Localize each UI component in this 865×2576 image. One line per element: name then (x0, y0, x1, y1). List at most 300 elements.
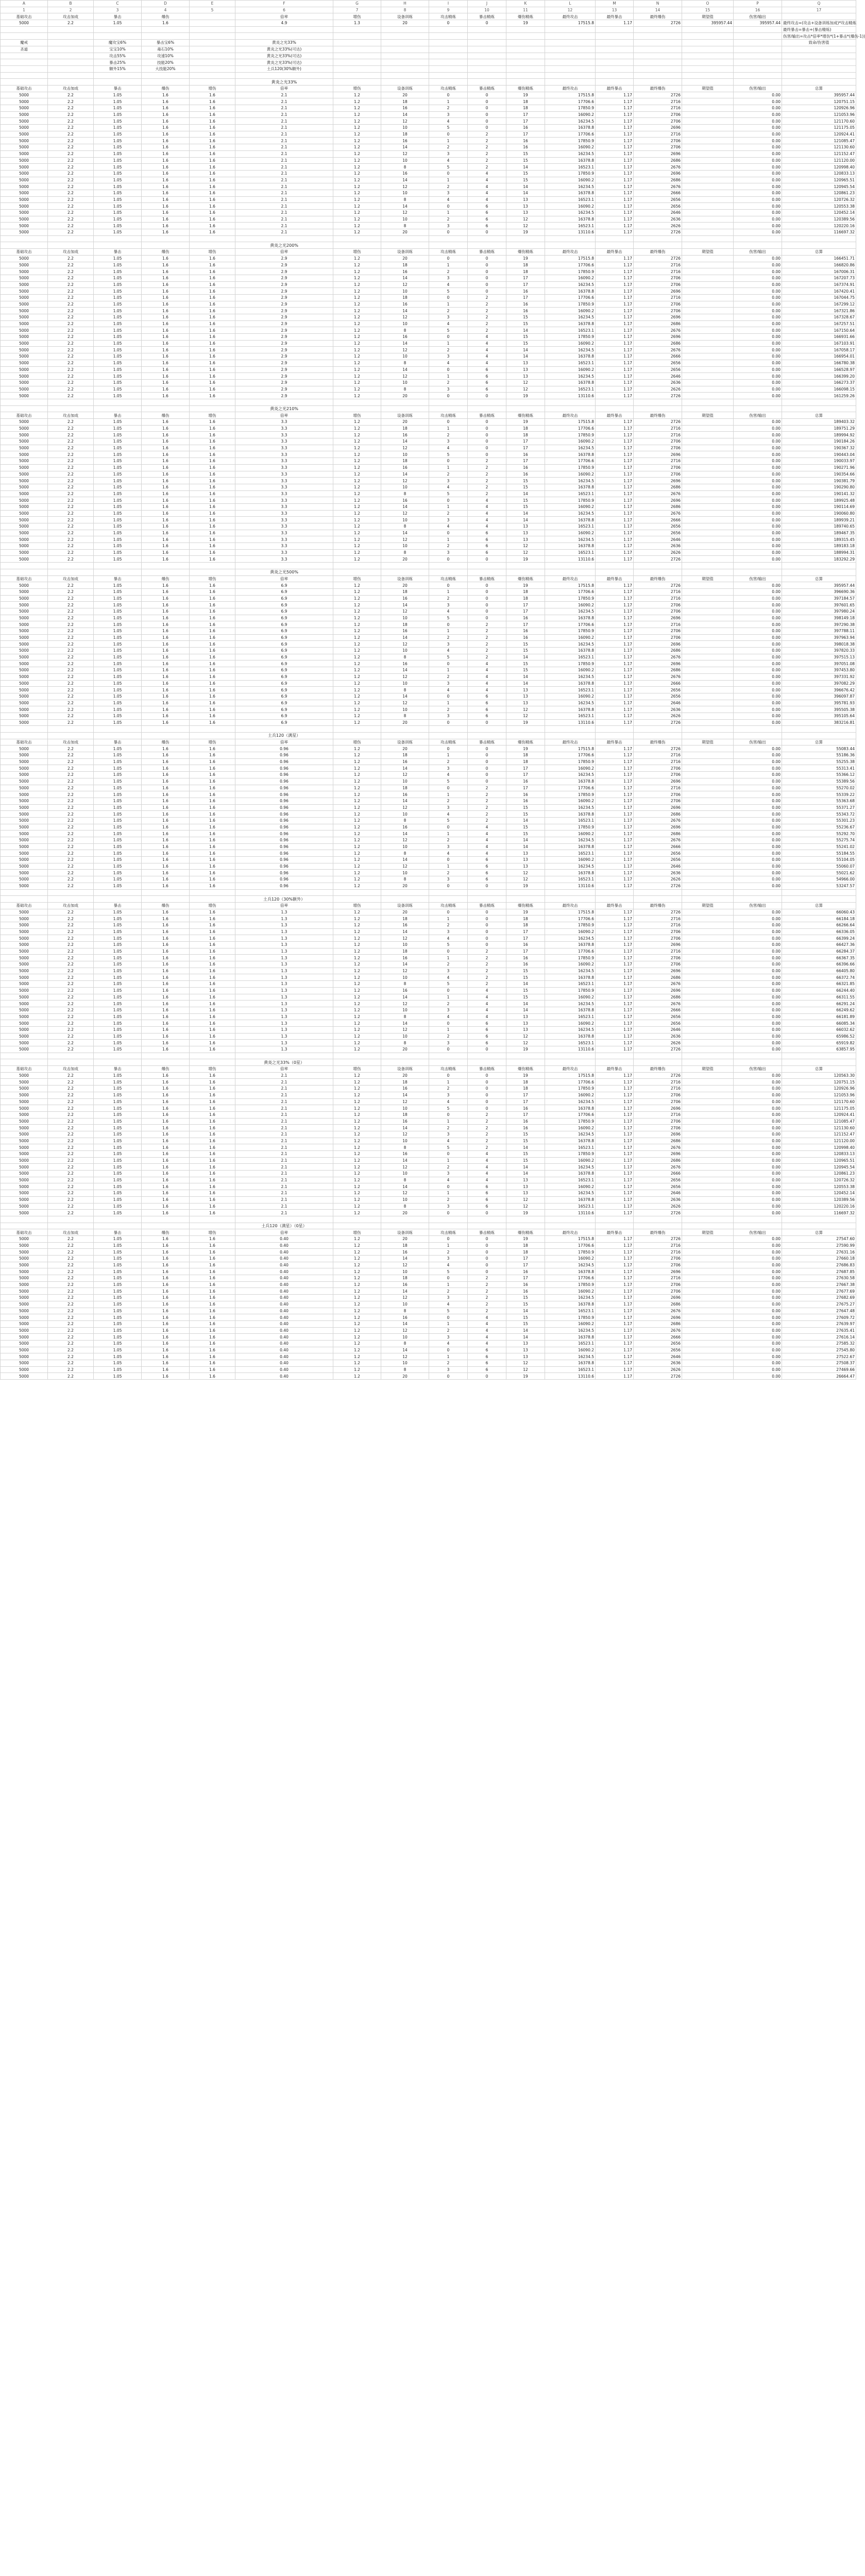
cell[interactable]: 1 (429, 994, 468, 1001)
cell[interactable]: 1.6 (190, 301, 235, 308)
cell[interactable]: 3.3 (235, 556, 333, 563)
cell[interactable]: 1 (429, 301, 468, 308)
cell[interactable]: 5000 (1, 366, 48, 373)
cell[interactable] (94, 405, 142, 412)
cell[interactable] (235, 399, 333, 405)
cell[interactable]: 2.9 (235, 373, 333, 380)
header-cell[interactable]: 最终爆伤 (634, 85, 682, 92)
cell[interactable]: 2.9 (235, 366, 333, 373)
cell[interactable]: 5000 (1, 125, 48, 131)
cell[interactable]: 1.05 (94, 968, 142, 974)
cell[interactable] (333, 242, 381, 249)
cell[interactable]: 2666 (634, 1334, 682, 1341)
cell[interactable]: 2.2 (48, 530, 94, 536)
cell[interactable] (190, 405, 235, 412)
cell[interactable] (682, 1001, 734, 1007)
cell[interactable]: 3 (429, 1171, 468, 1177)
cell[interactable]: 27590.99 (782, 1242, 856, 1249)
cell[interactable] (782, 235, 856, 242)
cell[interactable]: 1.2 (333, 393, 381, 399)
cell[interactable]: 15 (506, 1301, 545, 1308)
cell[interactable] (1, 242, 48, 249)
cell[interactable] (682, 235, 734, 242)
cell[interactable]: 17 (506, 608, 545, 615)
cell[interactable]: 18 (381, 98, 429, 105)
cell[interactable]: 1 (429, 210, 468, 216)
cell[interactable]: 1.6 (190, 281, 235, 288)
cell[interactable] (682, 366, 734, 373)
cell[interactable]: 13 (506, 1190, 545, 1197)
cell[interactable]: 6 (468, 1190, 506, 1197)
cell[interactable]: 1.17 (596, 393, 634, 399)
cell[interactable]: 1.6 (142, 549, 190, 556)
cell[interactable] (333, 40, 381, 46)
header-cell[interactable]: 暴击 (94, 902, 142, 909)
cell[interactable]: 1.17 (596, 386, 634, 393)
cell[interactable]: 1.6 (190, 602, 235, 608)
cell[interactable] (468, 79, 506, 86)
cell[interactable] (1, 79, 48, 86)
cell[interactable] (142, 72, 190, 79)
cell[interactable]: 4 (468, 667, 506, 674)
cell[interactable]: 0.00 (734, 340, 782, 347)
header-cell[interactable]: 攻击精炼 (429, 575, 468, 582)
cell[interactable]: 1.6 (142, 471, 190, 478)
cell[interactable]: 10 (381, 648, 429, 654)
cell[interactable]: 20 (381, 909, 429, 916)
cell[interactable]: 1.17 (596, 752, 634, 759)
cell[interactable]: 1.6 (142, 1314, 190, 1321)
cell[interactable]: 2626 (634, 713, 682, 719)
cell[interactable]: 1.6 (190, 1327, 235, 1334)
header-cell[interactable]: 暴击 (94, 85, 142, 92)
cell[interactable]: 16090.2 (545, 1125, 596, 1131)
cell[interactable]: 2.2 (48, 1111, 94, 1118)
cell[interactable] (682, 458, 734, 465)
cell[interactable]: 14 (506, 673, 545, 680)
cell[interactable]: 383216.81 (782, 719, 856, 726)
cell[interactable] (782, 896, 856, 903)
cell[interactable]: 16234.5 (545, 1026, 596, 1033)
cell[interactable]: 1 (429, 138, 468, 144)
cell[interactable]: 1.17 (596, 164, 634, 171)
header-cell[interactable]: 增伤 (190, 85, 235, 92)
cell[interactable]: 1.05 (94, 536, 142, 543)
cell[interactable]: 5000 (1, 1138, 48, 1144)
cell[interactable]: 4 (468, 660, 506, 667)
cell[interactable]: 2.1 (235, 1125, 333, 1131)
cell[interactable]: 6 (468, 216, 506, 223)
cell[interactable]: 5000 (1, 1157, 48, 1164)
cell[interactable]: 2.9 (235, 379, 333, 386)
cell[interactable]: 14 (381, 438, 429, 445)
cell[interactable]: 16 (381, 628, 429, 635)
header-cell[interactable]: 增伤 (333, 739, 381, 745)
cell[interactable]: 16 (506, 471, 545, 478)
cell[interactable]: 6 (468, 700, 506, 706)
cell[interactable]: 17850.9 (545, 138, 596, 144)
cell[interactable]: 1.17 (596, 987, 634, 994)
column-number[interactable]: 17 (782, 7, 856, 13)
cell[interactable] (682, 850, 734, 857)
cell[interactable]: 3 (429, 1040, 468, 1046)
cell[interactable]: 1 (429, 98, 468, 105)
cell[interactable]: 2.2 (48, 281, 94, 288)
cell[interactable]: 1.6 (142, 588, 190, 595)
cell[interactable]: 0 (468, 1098, 506, 1105)
cell[interactable]: 1.6 (190, 1249, 235, 1256)
cell[interactable]: 1.2 (333, 471, 381, 478)
cell[interactable]: 5000 (1, 419, 48, 426)
cell[interactable] (142, 1059, 190, 1066)
cell[interactable]: 1.05 (94, 817, 142, 824)
cell[interactable]: 55255.38 (782, 758, 856, 765)
column-number[interactable]: 6 (235, 7, 333, 13)
cell[interactable]: 1.6 (190, 1353, 235, 1360)
cell[interactable]: 2706 (634, 935, 682, 942)
cell[interactable]: 5000 (1, 1275, 48, 1282)
cell[interactable]: 0.00 (734, 758, 782, 765)
cell[interactable] (190, 563, 235, 569)
cell[interactable]: 190141.32 (782, 490, 856, 497)
header-cell[interactable]: 倍率 (235, 902, 333, 909)
cell[interactable]: 2676 (634, 837, 682, 844)
cell[interactable]: 2.2 (48, 634, 94, 641)
cell[interactable]: 1.6 (190, 170, 235, 177)
cell[interactable]: 1.6 (142, 294, 190, 301)
cell[interactable]: 1.6 (190, 935, 235, 942)
cell[interactable]: 1.05 (94, 634, 142, 641)
cell[interactable] (682, 1360, 734, 1367)
cell[interactable]: 1 (429, 752, 468, 759)
cell[interactable]: 5 (429, 778, 468, 785)
cell[interactable]: 1.6 (142, 1373, 190, 1380)
cell[interactable] (682, 386, 734, 393)
cell[interactable]: 120998.40 (782, 1144, 856, 1151)
cell[interactable]: 1.6 (190, 484, 235, 490)
cell[interactable]: 2696 (634, 824, 682, 831)
cell[interactable]: 12 (381, 150, 429, 157)
cell[interactable]: 0.00 (734, 1203, 782, 1210)
cell[interactable]: 18 (506, 752, 545, 759)
cell[interactable]: 2696 (634, 314, 682, 321)
cell[interactable]: 1.17 (596, 1157, 634, 1164)
cell[interactable]: 1.6 (190, 1111, 235, 1118)
cell[interactable] (682, 1314, 734, 1321)
cell[interactable]: 1.6 (142, 92, 190, 98)
cell[interactable]: 0.96 (235, 804, 333, 811)
cell[interactable]: 16234.5 (545, 673, 596, 680)
cell[interactable]: 14 (381, 366, 429, 373)
cell[interactable]: 1.6 (142, 752, 190, 759)
cell[interactable]: 8 (381, 1203, 429, 1210)
cell[interactable]: 1.17 (596, 366, 634, 373)
cell[interactable]: 14 (506, 327, 545, 334)
cell[interactable]: 1.2 (333, 831, 381, 837)
cell[interactable] (682, 1079, 734, 1086)
cell[interactable]: 3.3 (235, 471, 333, 478)
header-cell[interactable]: 基础攻击 (1, 739, 48, 745)
header-cell[interactable]: 总算 (782, 1066, 856, 1073)
cell[interactable] (682, 706, 734, 713)
cell[interactable]: 2.2 (48, 1314, 94, 1321)
cell[interactable]: 5000 (1, 942, 48, 948)
cell[interactable]: 18 (506, 916, 545, 922)
cell[interactable] (235, 72, 333, 79)
cell[interactable]: 2.2 (48, 961, 94, 968)
cell[interactable]: 17850.9 (545, 268, 596, 275)
cell[interactable]: 0.00 (734, 1242, 782, 1249)
cell[interactable]: 1.17 (596, 334, 634, 341)
cell[interactable]: 2.2 (48, 484, 94, 490)
section-title-cell[interactable]: 黄炎之光33% (235, 79, 333, 86)
cell[interactable]: 16378.8 (545, 778, 596, 785)
cell[interactable] (545, 1223, 596, 1229)
cell[interactable] (506, 1059, 545, 1066)
cell[interactable]: 5000 (1, 517, 48, 523)
cell[interactable]: 18 (381, 262, 429, 268)
section-title-cell[interactable]: 黄炎之光200% (235, 242, 333, 249)
cell[interactable] (682, 138, 734, 144)
cell[interactable]: 1.2 (333, 602, 381, 608)
cell[interactable]: 1.6 (142, 20, 190, 27)
cell[interactable]: 4 (468, 994, 506, 1001)
cell[interactable]: 2.2 (48, 1046, 94, 1053)
cell[interactable]: 2706 (634, 765, 682, 772)
cell[interactable]: 1.6 (142, 1026, 190, 1033)
cell[interactable]: 1.17 (596, 817, 634, 824)
cell[interactable]: 1.17 (596, 288, 634, 295)
cell[interactable]: 5000 (1, 425, 48, 432)
cell[interactable]: 1.2 (333, 1262, 381, 1268)
cell[interactable]: 1.17 (596, 1171, 634, 1177)
cell[interactable]: 16 (381, 791, 429, 798)
cell[interactable]: 3.3 (235, 438, 333, 445)
header-cell[interactable]: 暴击精炼 (468, 13, 506, 20)
cell[interactable]: 2 (429, 1360, 468, 1367)
cell[interactable]: 2.2 (48, 144, 94, 151)
cell[interactable]: 1.17 (596, 648, 634, 654)
cell[interactable]: 0.00 (734, 909, 782, 916)
cell[interactable]: 6 (468, 203, 506, 210)
cell[interactable]: 2696 (634, 660, 682, 667)
cell[interactable]: 1.17 (596, 961, 634, 968)
cell[interactable]: 1.6 (142, 1262, 190, 1268)
cell[interactable]: 0.00 (734, 850, 782, 857)
cell[interactable]: 1.6 (190, 1040, 235, 1046)
cell[interactable]: 5000 (1, 523, 48, 530)
cell[interactable]: 2696 (634, 1151, 682, 1158)
cell[interactable] (682, 46, 734, 53)
cell[interactable]: 18 (381, 916, 429, 922)
cell[interactable]: 2.2 (48, 700, 94, 706)
cell[interactable]: 0.00 (734, 334, 782, 341)
cell[interactable]: 16234.5 (545, 210, 596, 216)
cell[interactable] (682, 196, 734, 203)
cell[interactable]: 1.6 (142, 451, 190, 458)
cell[interactable]: 1.05 (94, 1020, 142, 1027)
cell[interactable]: 1.17 (596, 1308, 634, 1314)
cell[interactable]: 20 (381, 1235, 429, 1242)
cell[interactable]: 2.2 (48, 883, 94, 889)
cell[interactable]: 1.05 (94, 379, 142, 386)
cell[interactable]: 15 (506, 340, 545, 347)
cell[interactable]: 16234.5 (545, 1190, 596, 1197)
cell[interactable]: 1 (429, 1353, 468, 1360)
cell[interactable]: 5000 (1, 1249, 48, 1256)
cell[interactable]: 2.2 (48, 1086, 94, 1092)
header-cell[interactable]: 伤害/输出 (734, 902, 782, 909)
cell[interactable] (545, 569, 596, 575)
cell[interactable]: 0.00 (734, 831, 782, 837)
cell[interactable]: 1.6 (142, 824, 190, 831)
cell[interactable] (1, 726, 48, 733)
cell[interactable]: 2.2 (48, 1177, 94, 1183)
cell[interactable]: 14 (506, 843, 545, 850)
cell[interactable]: 1.05 (94, 308, 142, 314)
cell[interactable]: 0.00 (734, 1177, 782, 1183)
cell[interactable]: 2726 (634, 393, 682, 399)
cell[interactable]: 0.96 (235, 857, 333, 863)
cell[interactable]: 2706 (634, 111, 682, 118)
cell[interactable]: 0 (429, 203, 468, 210)
cell[interactable]: 1.3 (235, 1033, 333, 1040)
cell[interactable]: 5000 (1, 857, 48, 863)
cell[interactable]: 66032.62 (782, 1026, 856, 1033)
cell[interactable] (333, 235, 381, 242)
cell[interactable]: 2.2 (48, 1275, 94, 1282)
cell[interactable]: 2696 (634, 1131, 682, 1138)
cell[interactable] (682, 791, 734, 798)
header-cell[interactable]: 攻击加成 (48, 85, 94, 92)
cell[interactable]: 2 (468, 1301, 506, 1308)
cell[interactable]: 16523.1 (545, 327, 596, 334)
cell[interactable]: 1.6 (142, 804, 190, 811)
cell[interactable]: 13 (506, 863, 545, 870)
cell[interactable]: 167150.64 (782, 327, 856, 334)
cell[interactable]: 1.17 (596, 98, 634, 105)
header-cell[interactable]: 基础攻击 (1, 249, 48, 256)
cell[interactable]: 5000 (1, 490, 48, 497)
cell[interactable]: 15 (506, 1131, 545, 1138)
cell[interactable]: 1.6 (190, 125, 235, 131)
cell[interactable]: 1.17 (596, 595, 634, 602)
cell[interactable]: 120726.32 (782, 1177, 856, 1183)
cell[interactable]: 2.2 (48, 595, 94, 602)
cell[interactable]: 0.00 (734, 1118, 782, 1125)
cell[interactable]: 2 (429, 268, 468, 275)
cell[interactable]: 17850.9 (545, 1151, 596, 1158)
cell[interactable]: 0.00 (734, 1320, 782, 1327)
cell[interactable]: 16234.5 (545, 1131, 596, 1138)
cell[interactable] (682, 1072, 734, 1079)
cell[interactable]: 12 (381, 1164, 429, 1171)
cell[interactable]: 2.9 (235, 301, 333, 308)
cell[interactable]: 2656 (634, 523, 682, 530)
cell[interactable]: 1.6 (190, 863, 235, 870)
cell[interactable]: 10 (381, 353, 429, 360)
cell[interactable]: 0 (468, 1105, 506, 1112)
cell[interactable]: 4 (429, 523, 468, 530)
cell[interactable]: 16378.8 (545, 320, 596, 327)
cell[interactable]: 2.2 (48, 419, 94, 426)
cell[interactable] (682, 994, 734, 1001)
cell[interactable]: 1.6 (142, 393, 190, 399)
cell[interactable] (682, 1131, 734, 1138)
cell[interactable]: 190060.80 (782, 510, 856, 517)
cell[interactable]: 0.00 (734, 419, 782, 426)
cell[interactable]: 6 (468, 863, 506, 870)
cell[interactable]: 16090.2 (545, 667, 596, 674)
cell[interactable]: 0 (468, 595, 506, 602)
cell[interactable]: 1.05 (94, 1334, 142, 1341)
cell[interactable]: 2.1 (235, 138, 333, 144)
cell[interactable]: 2 (468, 1295, 506, 1301)
cell[interactable]: 2656 (634, 1013, 682, 1020)
cell[interactable]: 1.6 (142, 916, 190, 922)
cell[interactable]: 1.3 (333, 20, 381, 27)
cell[interactable]: 1.2 (333, 1327, 381, 1334)
cell[interactable]: 0.00 (734, 150, 782, 157)
cell[interactable]: 0 (429, 556, 468, 563)
cell[interactable]: 2.2 (48, 667, 94, 674)
cell[interactable]: 5000 (1, 1347, 48, 1353)
cell[interactable]: 1.05 (94, 1373, 142, 1380)
cell[interactable]: 2.2 (48, 1033, 94, 1040)
cell[interactable]: 5000 (1, 713, 48, 719)
cell[interactable]: 1.2 (333, 843, 381, 850)
cell[interactable]: 5000 (1, 98, 48, 105)
cell[interactable] (190, 1216, 235, 1223)
header-cell[interactable]: 爆伤 (142, 1229, 190, 1236)
cell[interactable] (682, 432, 734, 438)
cell[interactable] (429, 1216, 468, 1223)
cell[interactable]: 0 (429, 719, 468, 726)
cell[interactable] (682, 478, 734, 484)
cell[interactable]: 1.2 (333, 1242, 381, 1249)
cell[interactable]: 1.05 (94, 758, 142, 765)
cell[interactable]: 4 (468, 1340, 506, 1347)
cell[interactable]: 1.17 (596, 608, 634, 615)
cell[interactable]: 1.17 (596, 588, 634, 595)
cell[interactable]: 0.00 (734, 798, 782, 804)
cell[interactable] (734, 72, 782, 79)
cell[interactable]: 2716 (634, 752, 682, 759)
cell[interactable]: 2.2 (48, 648, 94, 654)
cell[interactable]: 16234.5 (545, 1295, 596, 1301)
cell[interactable]: 0.00 (734, 837, 782, 844)
cell[interactable]: 1.6 (142, 517, 190, 523)
cell[interactable]: 5000 (1, 791, 48, 798)
cell[interactable]: 2.1 (235, 111, 333, 118)
cell[interactable]: 1.6 (190, 987, 235, 994)
cell[interactable]: 1.05 (94, 301, 142, 308)
cell[interactable]: 16523.1 (545, 523, 596, 530)
cell[interactable]: 2676 (634, 1144, 682, 1151)
cell[interactable]: 5000 (1, 608, 48, 615)
cell[interactable]: 2.9 (235, 347, 333, 353)
header-cell[interactable]: 暴击精炼 (468, 85, 506, 92)
cell[interactable]: 16234.5 (545, 314, 596, 321)
cell[interactable]: 1.6 (190, 621, 235, 628)
cell[interactable]: 0.00 (734, 379, 782, 386)
cell[interactable]: 16523.1 (545, 1203, 596, 1210)
cell[interactable]: 2706 (634, 471, 682, 478)
cell[interactable] (94, 33, 142, 40)
cell[interactable]: 1.05 (94, 1203, 142, 1210)
cell[interactable]: 6.9 (235, 634, 333, 641)
cell[interactable]: 0.00 (734, 870, 782, 876)
